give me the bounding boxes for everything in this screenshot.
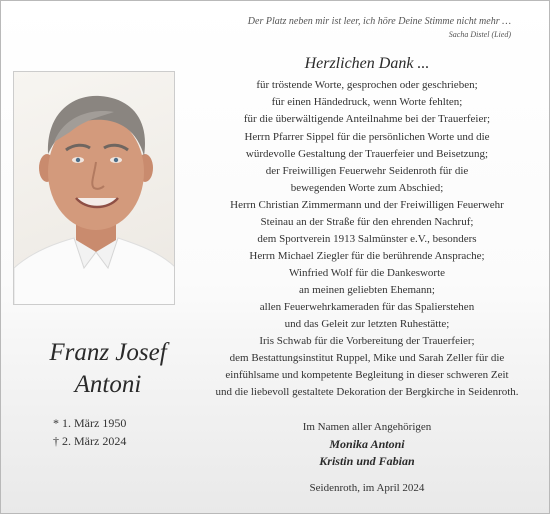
thanks-line: Herrn Christian Zimmermann und der Freiwilligen Feuerwehr	[230, 199, 504, 211]
birth-date: * 1. März 1950	[53, 416, 127, 430]
thanks-line: dem Bestattungsinstitut Ruppel, Mike und Sarah Zeller für die	[229, 352, 505, 364]
thanks-line: Iris Schwab für die Vorbereitung der Trauerfeier;	[259, 335, 475, 347]
name-line-1: Franz Josef	[49, 339, 167, 366]
thanks-line: bewegenden Worte zum Abschied;	[290, 182, 444, 194]
thanks-line: Winfried Wolf für die Dankesworte	[288, 267, 446, 279]
portrait-photo	[13, 71, 175, 305]
closing-intro: Im Namen aller Angehörigen	[302, 421, 432, 433]
thanks-line: an meinen geliebten Ehemann;	[299, 284, 435, 296]
signer-2: Kristin und Fabian	[319, 454, 415, 468]
death-date: † 2. März 2024	[53, 434, 127, 448]
life-dates	[53, 414, 173, 450]
thanks-line: für die überwältigende Anteilnahme bei der Trauerfeier;	[243, 113, 491, 125]
thanks-line: allen Feuerwehrkameraden für das Spalierstehen	[259, 301, 475, 313]
thanks-line: für tröstende Worte, gesprochen oder geschrieben;	[256, 79, 478, 91]
thanks-title: Herzlichen Dank ...	[304, 55, 430, 72]
quote-text: Der Platz neben mir ist leer, ich höre Deine Stimme nicht mehr …	[247, 16, 511, 27]
quote-author: Sacha Distel (Lied)	[448, 30, 511, 39]
thanks-block	[191, 53, 543, 401]
thanks-line: Herrn Pfarrer Sippel für die persönlichen Worte und die	[244, 131, 490, 143]
thanks-line: dem Sportverein 1913 Salmünster e.V., besonders	[257, 233, 477, 245]
signer-1: Monika Antoni	[329, 437, 405, 451]
thanks-line: für einen Händedruck, wenn Worte fehlten;	[271, 96, 463, 108]
portrait-illustration	[14, 72, 175, 305]
thanks-line: und das Geleit zur letzten Ruhestätte;	[284, 318, 450, 330]
quote-block	[171, 15, 511, 40]
thanks-line: der Freiwilligen Feuerwehr Seidenroth für die	[265, 165, 469, 177]
thanks-line: einfühlsame und kompetente Begleitung in dieser schweren Zeit	[225, 369, 509, 381]
deceased-name	[13, 337, 203, 401]
closing-block	[191, 419, 543, 470]
place-date: Seidenroth, im April 2024	[309, 482, 425, 494]
thanks-line: würdevolle Gestaltung der Trauerfeier und Beisetzung;	[245, 148, 489, 160]
thanks-line: und die liebevoll gestaltete Dekoration der Bergkirche in Seidenroth.	[215, 386, 519, 398]
thanks-line: Herrn Michael Ziegler für die berührende Ansprache;	[249, 250, 485, 262]
thanks-line: Steinau an der Straße für den ehrenden Nachruf;	[260, 216, 474, 228]
name-line-2: Antoni	[74, 371, 142, 398]
